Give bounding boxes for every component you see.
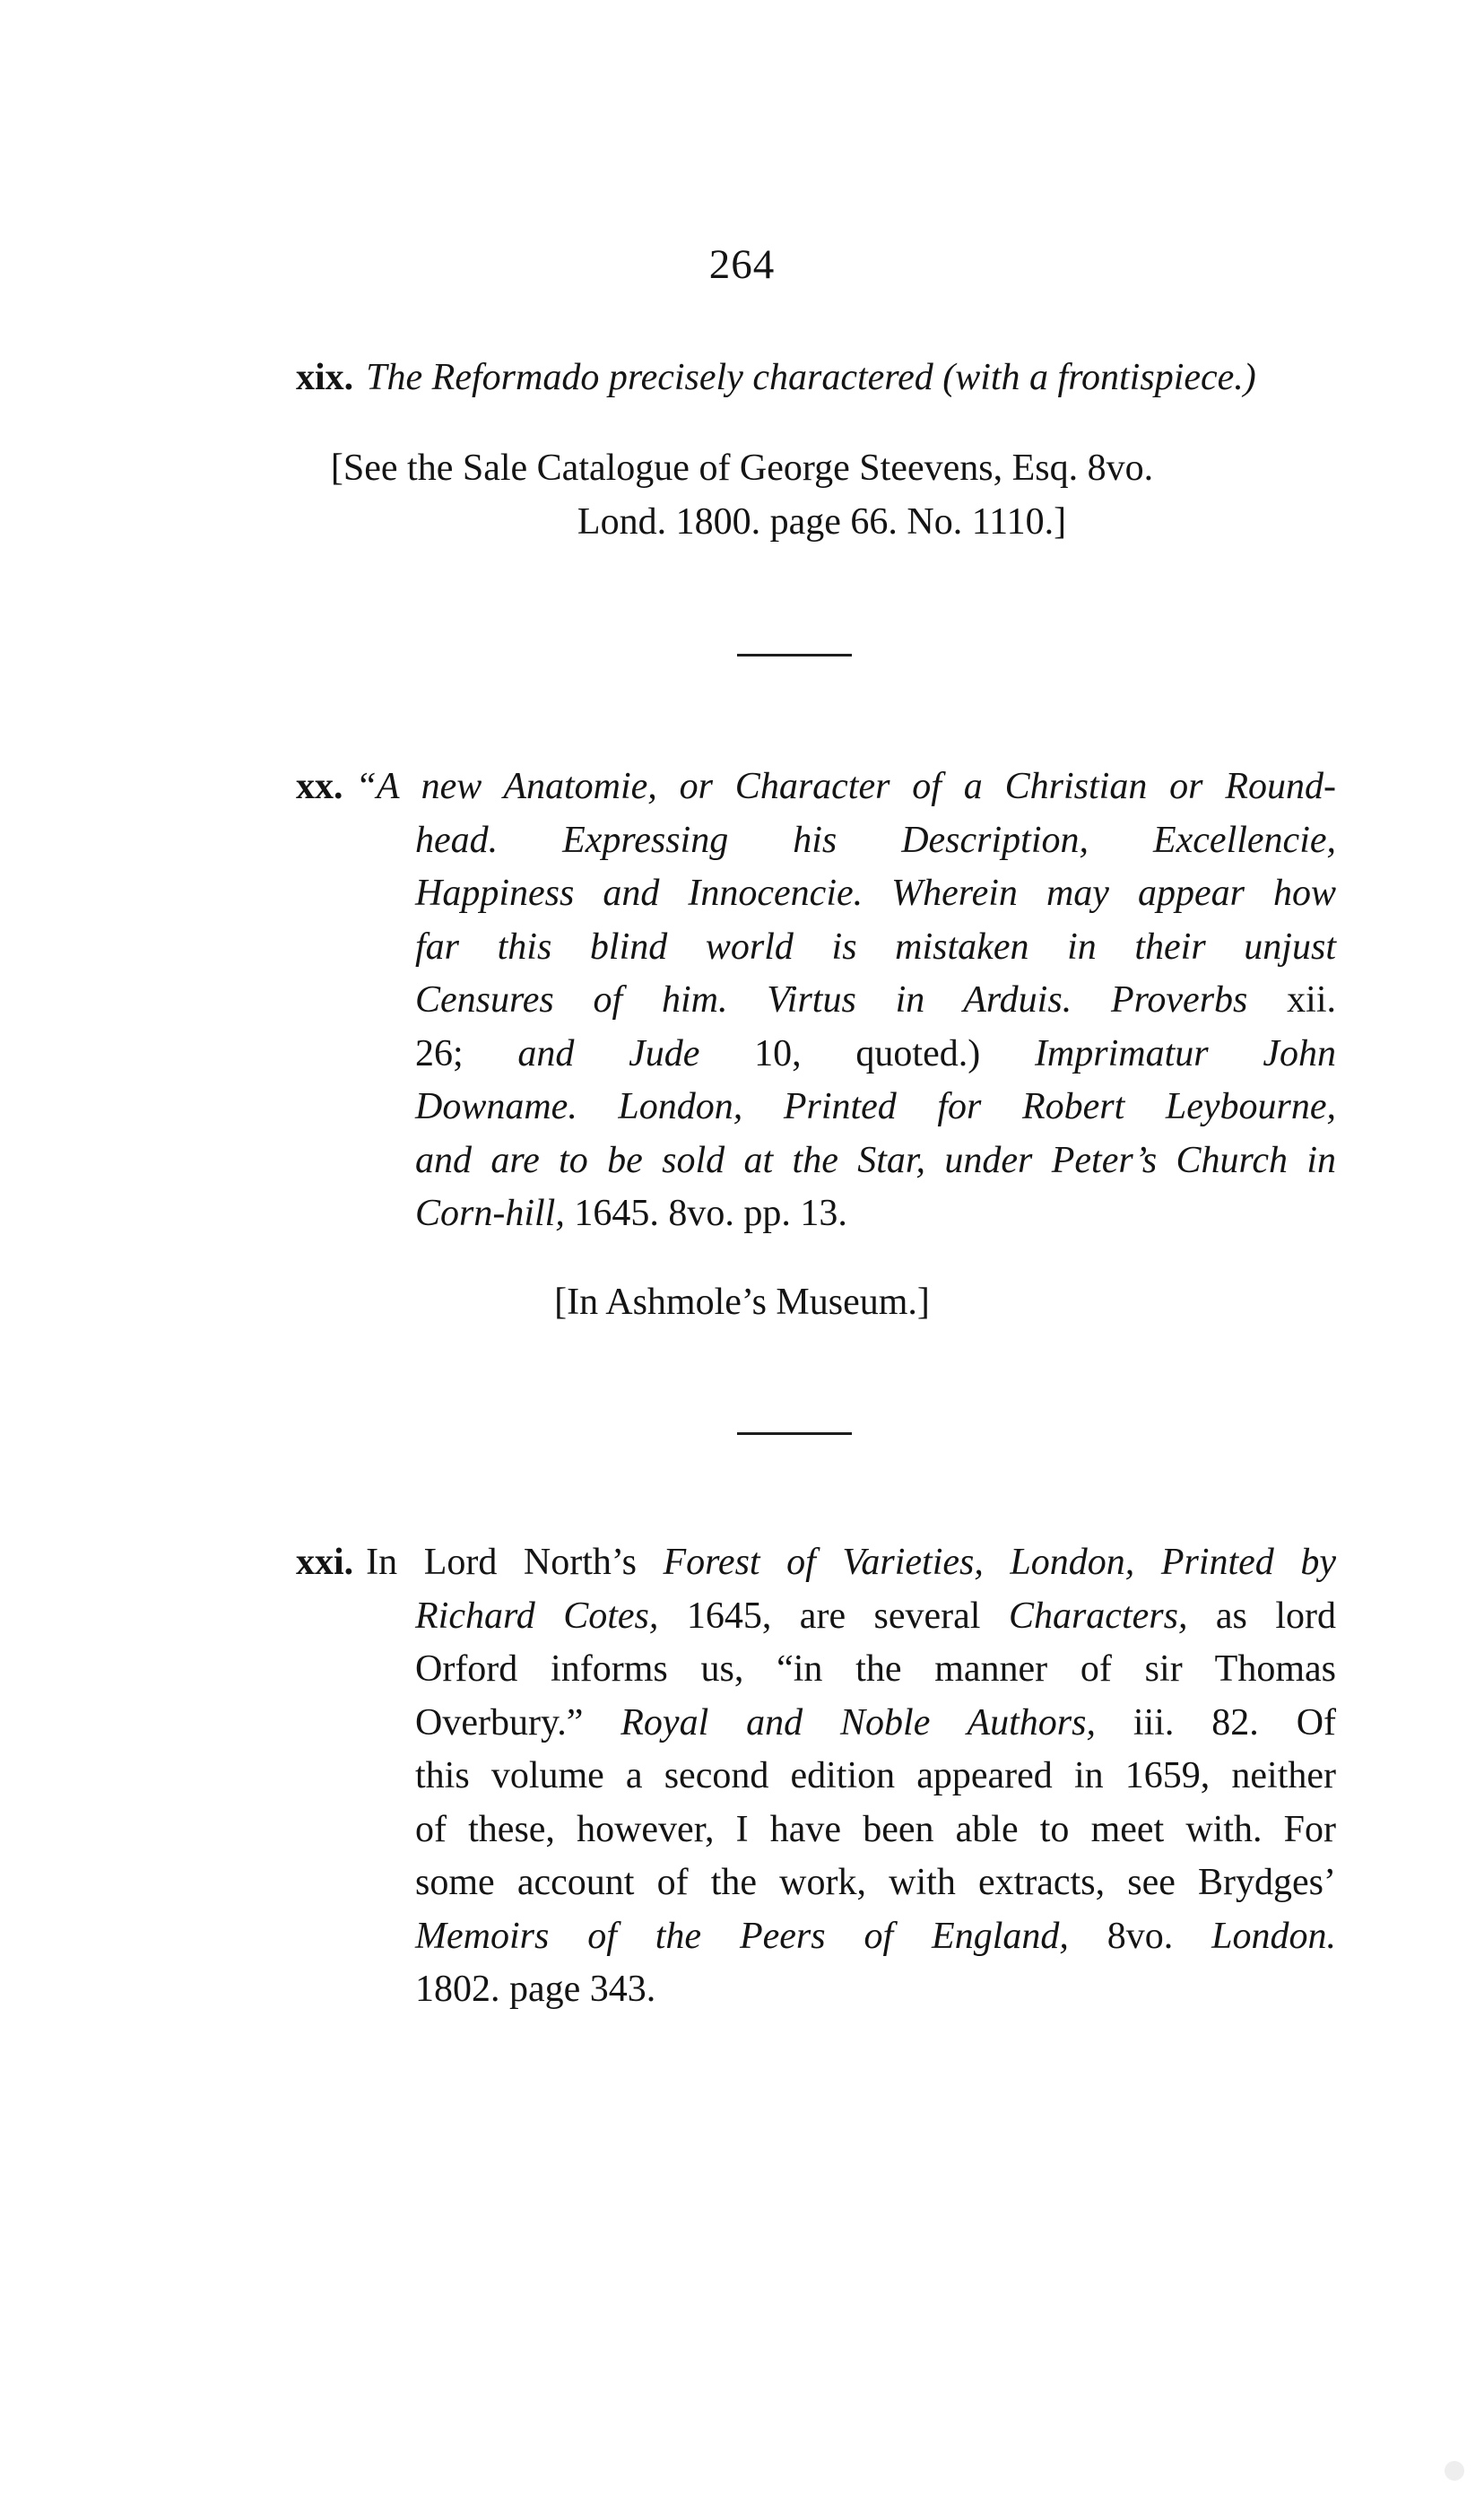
- ashmole-museum-note: [0, 1275, 1484, 1329]
- entry-line: [296, 1081, 1336, 1135]
- entry-text: 1802. page 343.: [415, 1969, 656, 2010]
- entry-text: 10, quoted.): [699, 1032, 1035, 1074]
- entry-xix-line: [296, 352, 1336, 405]
- entry-line: [296, 1187, 1336, 1241]
- entry-text: Corn-hill,: [415, 1193, 565, 1234]
- entry-line: [296, 1643, 1336, 1697]
- entry-text: In Lord North’s: [366, 1542, 664, 1583]
- entry-text: 26;: [415, 1032, 518, 1074]
- section-divider: [737, 654, 852, 656]
- entry-text: of these, however, I have been able to meet with. For: [415, 1808, 1336, 1850]
- entry-text: iii. 82. Of: [1096, 1701, 1337, 1743]
- entry-text: Characters,: [1008, 1595, 1188, 1637]
- entry-line: [296, 761, 1336, 814]
- entry-line: [296, 1028, 1336, 1082]
- entry-text: 1645, are several: [658, 1595, 1009, 1637]
- entry-text: this volume a second edition appeared in 1659, neither: [415, 1755, 1336, 1796]
- scan-mark: [1445, 2461, 1464, 2481]
- entry-line: [296, 1804, 1336, 1857]
- entry-line: [296, 1697, 1336, 1751]
- entry-text: Imprimatur John: [1034, 1032, 1336, 1074]
- entry-text: head. Expressing his Description, Excellencie,: [415, 819, 1336, 861]
- entry-numeral: xx.: [296, 766, 343, 807]
- entry-xix: [296, 352, 1336, 405]
- note-line: Lond. 1800. page 66. No. 1110.]: [577, 501, 1067, 543]
- entry-line: [296, 1856, 1336, 1910]
- entry-line: [296, 1963, 1336, 2017]
- entry-text: Censures of him. Virtus in Arduis. Proverbs: [415, 979, 1248, 1021]
- entry-text: Downame. London, Printed for Robert Leybourne,: [415, 1086, 1336, 1127]
- entry-text: Memoirs of the Peers of England,: [415, 1915, 1069, 1957]
- sale-catalogue-note: [0, 441, 1484, 549]
- entry-text: 1645. 8vo. pp. 13.: [564, 1193, 847, 1234]
- entry-text: Overbury.”: [415, 1701, 621, 1743]
- entry-line: [296, 974, 1336, 1028]
- entry-text: Forest of Varieties, London, Printed by: [663, 1542, 1336, 1583]
- entry-numeral: xxi.: [296, 1542, 354, 1583]
- entry-line: [296, 1536, 1336, 1590]
- entry-text: as lord: [1187, 1595, 1336, 1637]
- entry-line: [296, 1590, 1336, 1644]
- entry-line: [296, 921, 1336, 975]
- entry-text: Royal and Noble Authors,: [621, 1701, 1096, 1743]
- note-line: [See the Sale Catalogue of George Steevens, Esq. 8vo.: [330, 448, 1154, 489]
- entry-note: (with a frontispiece.): [942, 357, 1256, 398]
- entry-text: and are to be sold at the Star, under Peter’s Church in: [415, 1139, 1336, 1181]
- entry-text: xii.: [1247, 979, 1336, 1021]
- entry-xxi: [296, 1536, 1336, 2017]
- entry-line: [296, 1750, 1336, 1804]
- page-number: 264: [708, 241, 776, 288]
- entry-title: The Reformado precisely charactered: [366, 357, 933, 398]
- entry-numeral: xix.: [296, 357, 354, 398]
- entry-line: [296, 1910, 1336, 1964]
- entry-line: [296, 1135, 1336, 1188]
- entry-text: and Jude: [517, 1032, 700, 1074]
- entry-text: Orford informs us, “in the manner of sir Thomas: [415, 1648, 1336, 1690]
- entry-line: [296, 867, 1336, 921]
- entry-text: far this blind world is mistaken in their unjust: [415, 926, 1336, 968]
- entry-text: London.: [1211, 1915, 1337, 1957]
- entry-xx: [296, 761, 1336, 1241]
- entry-text: Happiness and Innocencie. Wherein may appear how: [415, 873, 1336, 914]
- entry-text: Richard Cotes,: [415, 1595, 659, 1637]
- note-line: [In Ashmole’s Museum.]: [554, 1282, 930, 1323]
- section-divider: [737, 1432, 852, 1435]
- entry-text: 8vo.: [1068, 1915, 1212, 1957]
- entry-text: some account of the work, with extracts, see Brydges’: [415, 1862, 1336, 1903]
- entry-text: “A new Anatomie, or Character of a Christian or Round-: [355, 766, 1336, 807]
- entry-line: [296, 814, 1336, 868]
